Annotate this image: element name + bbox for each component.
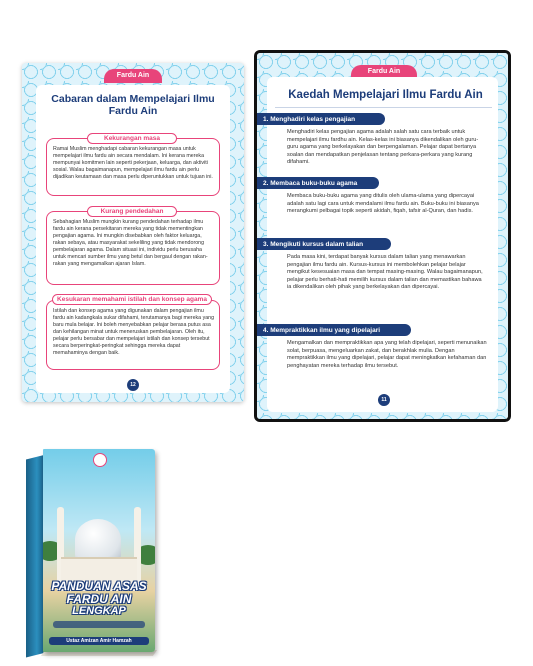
page-title: Kaedah Mempelajari Ilmu Fardu Ain bbox=[288, 89, 483, 101]
section-label: Kurang pendedahan bbox=[87, 206, 177, 217]
method-heading: 3. Mengikuti kursus dalam talian bbox=[257, 238, 391, 250]
section-text: Istilah dan konsep agama yang digunakan dalam pengajian ilmu fardu ain kadangkala sukar difahami, terutamanya bagi mereka yang baru mula belajar. Ini boleh menyebabkan pelajar berasa putus asa dan kehilangan minat untuk meneruskan pembelajaran. Oleh itu, pelajar perlu bersabar dan mempelajari istilah dan konsep tersebut secara berperingkat-peringkat sehingga mereka dapat memahaminya dengan baik. bbox=[53, 308, 215, 356]
method-heading: 4. Mempraktikkan ilmu yang dipelajari bbox=[257, 324, 411, 336]
book-title-line: PANDUAN ASAS bbox=[51, 579, 147, 593]
book-author: Ustaz Amizan Amir Hamzah bbox=[49, 637, 149, 645]
mosque-dome-icon bbox=[75, 519, 121, 561]
section-label: Kekurangan masa bbox=[87, 133, 177, 144]
section-text: Ramai Muslim menghadapi cabaran kekurangan masa untuk mempelajari ilmu fardu ain secara mendalam. Ini kerana mereka mempunyai komitmen lain seperti pekerjaan, keluarga, dan aktiviti sosial. Walau bagaimanapun, mempelajari ilmu fardu ain perlu dijadikan keutamaan dan masa perlu diperuntukkan untuk tujuan ini. bbox=[53, 146, 213, 180]
book-subtitle-band bbox=[53, 621, 145, 628]
method-text: Menghadiri kelas pengajian agama adalah salah satu cara terbaik untuk mempelajari ilmu fardhu ain. Kelas-kelas ini biasanya dikendalikan oleh guru-guru agama yang berkelayakan dan berpengalaman. Pelajar dapat bertanya soalan dan mendapatkan penjelasan tentang perkara-perkara yang kurang difahami. bbox=[287, 129, 479, 166]
method-text: Membaca buku-buku agama yang ditulis oleh ulama-ulama yang dipercayai adalah satu lagi cara untuk mendalami ilmu fardu ain. Buku-buku ini biasanya merangkumi pelbagai topik seperti akidah, fiqah, tafsir al-Quran, dan hadis. bbox=[287, 193, 479, 215]
section-text: Sebahagian Muslim mungkin kurang pendedahan terhadap ilmu fardu ain kerana persekitaran mereka yang tidak mementingkan pengajian agama. Ini mungkin disebabkan oleh faktor keluarga, rakan sebaya, atau masyarakat sekeliling yang tidak mendorong pembelajaran agama. Dalam situasi ini, individu perlu berusaha untuk mencari sumber ilmu yang betul dan bergaul dengan rakan-rakan yang mengamalkan ajaran Islam. bbox=[53, 219, 208, 267]
page-number: 11 bbox=[378, 394, 390, 406]
page-title: Cabaran dalam Mempelajari Ilmu Fardu Ain bbox=[51, 93, 215, 118]
method-heading: 1. Menghadiri kelas pengajian bbox=[257, 113, 385, 125]
method-text: Mengamalkan dan mempraktikkan apa yang telah dipelajari, seperti menunaikan solat, berpuasa, mengeluarkan zakat, dan berakhlak mulia. Dengan mempraktikkan ilmu yang dipelajari, pelajar dapat meningkatkan kefahaman dan penghayatan mereka terhadap ilmu tersebut. bbox=[287, 340, 487, 369]
title-divider bbox=[275, 107, 492, 108]
right-book-page bbox=[254, 50, 511, 422]
book-cover-mockup bbox=[26, 449, 166, 657]
section-label: Kesukaran memahami istilah dan konsep agama bbox=[52, 294, 212, 305]
page-tab: Fardu Ain bbox=[351, 65, 417, 80]
page-tab: Fardu Ain bbox=[104, 69, 162, 83]
page-number: 12 bbox=[127, 379, 139, 391]
publisher-logo-icon bbox=[93, 453, 107, 467]
book-spine bbox=[26, 455, 44, 657]
method-heading: 2. Membaca buku-buku agama bbox=[257, 177, 379, 189]
left-book-page bbox=[22, 63, 244, 402]
book-front-cover bbox=[43, 449, 155, 652]
book-title-line: FARDU AIN bbox=[66, 592, 132, 606]
method-text: Pada masa kini, terdapat banyak kursus dalam talian yang menawarkan pengajian ilmu fardu ain. Kursus-kursus ini membolehkan pelajar belajar mengikut kesesuaian masa dan tempat masing-masing. Walau bagaimanapun, pelajar perlu berhati-hati memilih kursus dalam talian dan memastikan bahawa ia dikendalikan oleh pihak yang berkelayakan dan dipercayai. bbox=[287, 254, 483, 291]
book-title-line: LENGKAP bbox=[72, 605, 126, 617]
